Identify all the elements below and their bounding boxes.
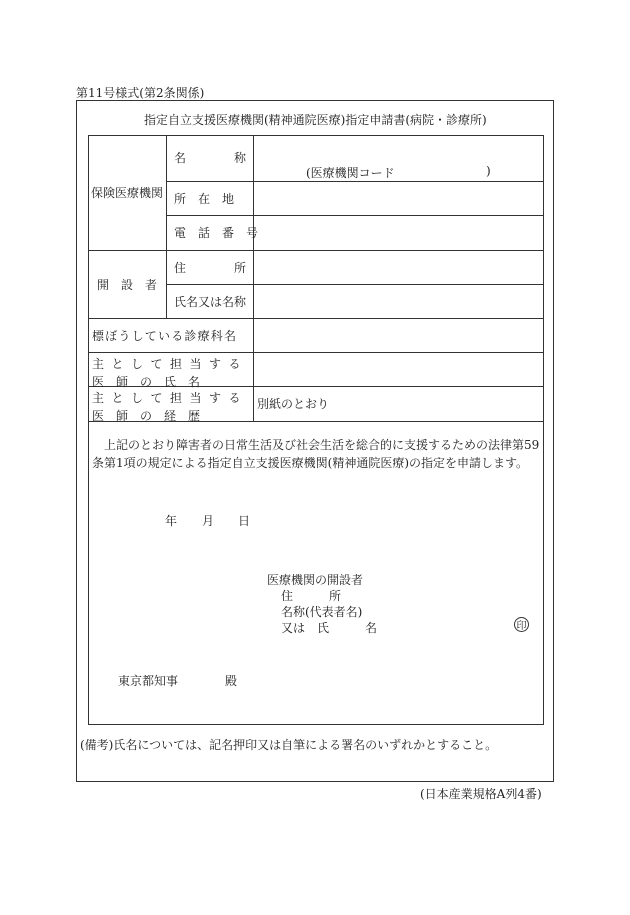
label-departments: 標ぼうしている診療科名 bbox=[92, 328, 238, 343]
label-doctor-history-line2: 医 師 の 経 歴 bbox=[92, 409, 201, 423]
label-doctor-name-line1: 主として担当する bbox=[92, 357, 249, 371]
note: (備考)氏名については、記名押印又は自筆による署名のいずれかとすること。 bbox=[80, 738, 498, 752]
addressee: 東京都知事 bbox=[118, 674, 179, 688]
doctor-name-input[interactable] bbox=[254, 353, 543, 385]
column-divider bbox=[166, 135, 167, 318]
section-founder-label: 開 設 者 bbox=[96, 277, 157, 292]
doctor-history-value: 別紙のとおり bbox=[257, 397, 330, 411]
date-year: 年 bbox=[165, 514, 178, 528]
applicant-name-rep: 名称(代表者名) bbox=[281, 605, 363, 619]
label-location: 所 在 地 bbox=[174, 191, 235, 206]
seal-mark-icon: 印 bbox=[514, 617, 529, 632]
honorific: 殿 bbox=[225, 674, 238, 688]
footer-standard: (日本産業規格A列4番) bbox=[420, 787, 542, 801]
label-doctor-history bbox=[92, 389, 248, 424]
name-input[interactable] bbox=[254, 136, 543, 162]
facility-code-close: ) bbox=[486, 164, 491, 178]
label-name-or-title: 氏名又は名称 bbox=[174, 294, 247, 309]
date-day: 日 bbox=[238, 514, 251, 528]
location-input[interactable] bbox=[254, 182, 543, 214]
label-doctor-history-line1: 主として担当する bbox=[92, 391, 249, 405]
section-insurance-label: 保険医療機関 bbox=[90, 186, 163, 200]
applicant-or-name: 又は 氏 名 bbox=[281, 621, 378, 635]
applicant-heading: 医療機関の開設者 bbox=[267, 573, 364, 587]
statement-line1: 上記のとおり障害者の日常生活及び社会生活を総合的に支援するための法律第59 bbox=[104, 438, 540, 452]
label-doctor-name bbox=[92, 355, 248, 390]
founder-name-input[interactable] bbox=[254, 285, 543, 317]
facility-code-label: (医療機関コード bbox=[306, 166, 395, 180]
label-name: 名 称 bbox=[174, 151, 247, 165]
departments-input[interactable] bbox=[254, 319, 543, 351]
form-number: 第11号様式(第2条関係) bbox=[76, 86, 205, 100]
form-title: 指定自立支援医療機関(精神通院医療)指定申請書(病院・診療所) bbox=[144, 113, 487, 127]
applicant-address: 住 所 bbox=[281, 589, 342, 603]
date-month: 月 bbox=[202, 514, 215, 528]
statement-line2: 条第1項の規定による指定自立支援医療機関(精神通院医療)の指定を申請します。 bbox=[92, 456, 529, 470]
label-doctor-name-line2: 医 師 の 氏 名 bbox=[92, 375, 201, 389]
founder-address-input[interactable] bbox=[254, 251, 543, 283]
phone-input[interactable] bbox=[254, 216, 543, 249]
label-address: 住 所 bbox=[174, 260, 247, 275]
label-phone: 電 話 番 号 bbox=[174, 226, 259, 240]
